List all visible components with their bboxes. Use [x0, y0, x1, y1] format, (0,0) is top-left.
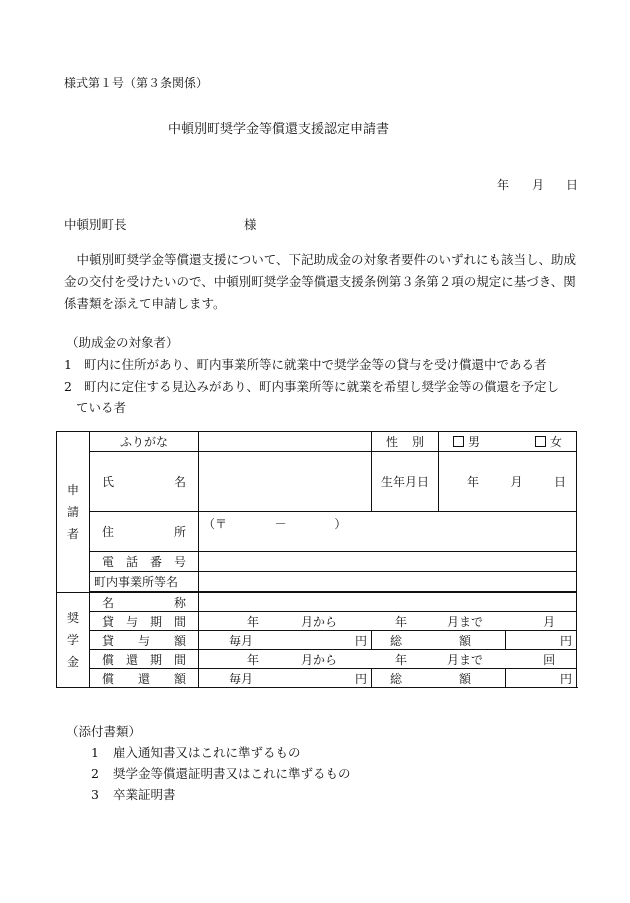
postal-code-dash: － [274, 517, 287, 531]
birthdate-label: 生年月日 [372, 452, 439, 512]
applicant-side-label: 申 請 者 [57, 432, 90, 593]
female-checkbox[interactable]: 女 [535, 433, 562, 450]
repay-period-label: 償 還 期 間 [90, 650, 199, 669]
birthdate-field[interactable]: 年 月 日 [439, 452, 577, 512]
furigana-label: ふりがな [90, 432, 199, 452]
date-month-label: 月 [532, 178, 545, 192]
name-field[interactable] [199, 452, 372, 512]
loan-period-label: 貸 与 期 間 [90, 612, 199, 631]
requirement-text: 町内に住所があり、町内事業所等に就業中で奨学金等の貸与を受け償還中である者 [84, 357, 547, 372]
loan-monthly-field[interactable]: 毎月 円 [199, 631, 372, 650]
application-statement: 中頓別町奨学金等償還支援について、下記助成金の対象者要件のいずれにも該当し、助成金の交付を受けたいので、中頓別町奨学金等償還支援条例第３条第２項の規定に基づき、関係書類を添えて申請します。 [64, 252, 577, 311]
repay-monthly-field[interactable]: 毎月 円 [199, 669, 372, 688]
honorific: 様 [244, 217, 257, 232]
attachment-item: 1 雇入通知書又はこれに準ずるもの [91, 745, 301, 760]
form-number: 様式第１号（第３条関係） [64, 76, 209, 90]
repay-total-field[interactable]: 円 [506, 669, 577, 688]
male-checkbox[interactable]: 男 [453, 433, 480, 450]
scholarship-name-label: 名 称 [90, 593, 199, 612]
phone-field[interactable] [199, 552, 577, 572]
requirements-heading: （助成金の対象者） [66, 335, 179, 350]
loan-total-label: 総 額 [372, 631, 506, 650]
workplace-field[interactable] [199, 572, 577, 592]
workplace-label: 町内事業所等名 [90, 572, 199, 592]
loan-period-field[interactable]: 年 月から 年 月まで 月 [199, 612, 577, 631]
name-label: 氏 名 [90, 452, 199, 512]
application-form-table [56, 431, 577, 688]
address-field[interactable] [199, 512, 577, 552]
attachment-item: 3 卒業証明書 [91, 787, 176, 802]
requirement-continuation: ている者 [76, 400, 127, 415]
loan-amount-label: 貸 与 額 [90, 631, 199, 650]
repay-total-label: 総 額 [372, 669, 506, 688]
postal-code-mark: （〒 [203, 517, 228, 531]
requirement-number: 2 [64, 379, 72, 394]
sex-options [439, 432, 577, 452]
attachment-item: 2 奨学金等償還証明書又はこれに準ずるもの [91, 766, 351, 781]
sex-label: 性 別 [372, 432, 439, 452]
loan-total-field[interactable]: 円 [506, 631, 577, 650]
furigana-field[interactable] [199, 432, 372, 452]
addressee: 中頓別町長 [64, 217, 127, 232]
requirement-item [64, 355, 547, 373]
repay-period-field[interactable]: 年 月から 年 月まで 回 [199, 650, 577, 669]
requirement-item [64, 377, 559, 395]
requirement-number: 1 [64, 357, 72, 372]
requirement-text: 町内に定住する見込みがあり、町内事業所等に就業を希望し奨学金等の償還を予定し [84, 379, 560, 394]
postal-code-close: ） [334, 517, 347, 531]
date-year-label: 年 [497, 178, 510, 192]
repay-amount-label: 償 還 額 [90, 669, 199, 688]
phone-label: 電 話 番 号 [90, 552, 199, 572]
scholarship-side-label: 奨 学 金 [57, 593, 90, 688]
date-day-label: 日 [566, 178, 579, 192]
attachments-heading: （添付書類） [66, 724, 142, 739]
document-title: 中頓別町奨学金等償還支援認定申請書 [168, 122, 390, 137]
address-label: 住 所 [90, 512, 199, 552]
scholarship-name-field[interactable] [199, 593, 577, 612]
